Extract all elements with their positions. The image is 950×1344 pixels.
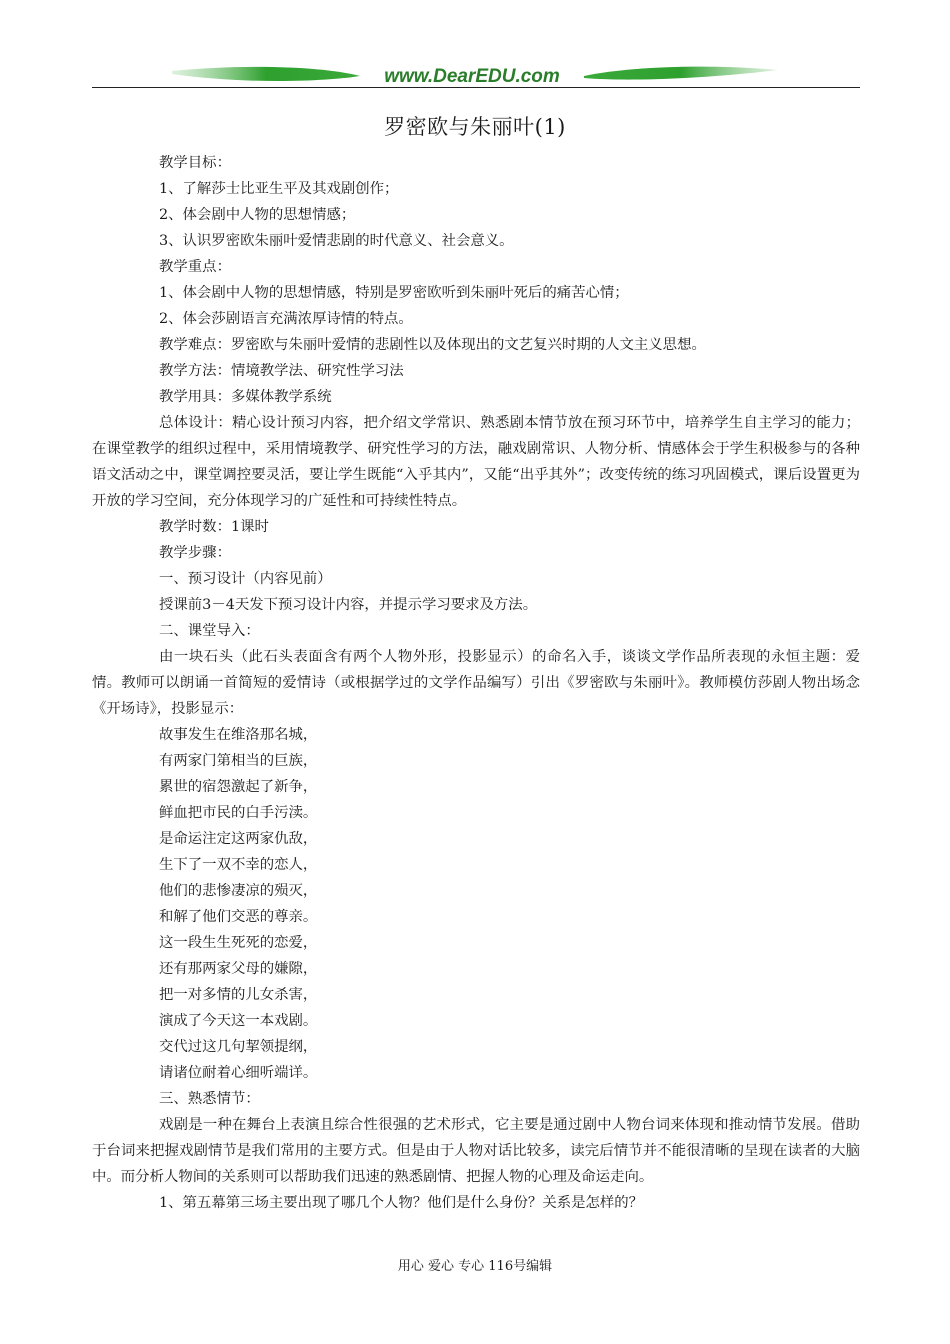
poem-line: 生下了一双不幸的恋人， [159, 857, 318, 873]
poem-line: 鲜血把市民的白手污渎。 [159, 805, 318, 821]
right-swoosh [584, 67, 778, 80]
poem-line: 故事发生在维洛那名城， [159, 727, 318, 743]
poem-line: 有两家门第相当的巨族， [159, 753, 318, 769]
paragraph: 教学用具：多媒体教学系统 [159, 389, 332, 405]
paragraph: 教学重点： [159, 259, 231, 275]
document-title: 罗密欧与朱丽叶(1) [384, 115, 566, 139]
paragraph: 教学难点：罗密欧与朱丽叶爱情的悲剧性以及体现出的文艺复兴时期的人文主义思想。 [159, 337, 706, 353]
paragraph: 总体设计：精心设计预习内容，把介绍文学常识、熟悉剧本情节放在预习环节中，培养学生自主学习的能力；在课堂教学的组织过程中，采用情境教学、研究性学习的方法，融戏剧常识、人物分析、情感体会于学生积极参与的各种语文活动之中，课堂调控要灵活，要让学生既能“入乎其内”，又能“出乎其外”；改变传统的练习巩固模式，课后设置更为开放的学习空间，充分体现学习的广延性和可持续性特点。 [92, 415, 860, 509]
paragraph: 2、体会莎剧语言充满浓厚诗情的特点。 [159, 311, 413, 327]
paragraph: 一、预习设计（内容见前） [159, 571, 332, 587]
paragraph: 教学目标： [159, 155, 231, 171]
header-divider [92, 87, 860, 88]
site-header-banner [92, 60, 860, 90]
poem-line: 交代过这几句挈领提纲， [159, 1039, 318, 1055]
page-footer: 用心 爱心 专心 116号编辑 [397, 1259, 553, 1274]
poem-line: 这一段生生死死的恋爱， [159, 935, 318, 951]
poem-line: 他们的悲惨凄凉的殒灭， [159, 883, 318, 899]
paragraph: 2、体会剧中人物的思想情感； [159, 207, 356, 223]
poem-line: 是命运注定这两家仇敌， [159, 831, 318, 847]
poem-block [92, 722, 860, 1086]
paragraph: 三、熟悉情节： [159, 1091, 260, 1107]
paragraph: 教学步骤： [159, 545, 231, 561]
left-swoosh [172, 67, 360, 81]
poem-line: 演成了今天这一本戏剧。 [159, 1013, 318, 1029]
paragraph: 教学时数：1课时 [159, 519, 269, 535]
paragraph: 由一块石头（此石头表面含有两个人物外形，投影显示）的命名入手，谈谈文学作品所表现的永恒主题：爱情。教师可以朗诵一首简短的爱情诗（或根据学过的文学作品编写）引出《罗密欧与朱丽叶》。教师模仿莎剧人物出场念《开场诗》，投影显示： [92, 649, 860, 717]
poem-line: 累世的宿怨激起了新争， [159, 779, 318, 795]
paragraph: 1、体会剧中人物的思想情感，特别是罗密欧听到朱丽叶死后的痛苦心情； [159, 285, 629, 301]
paragraph: 1、第五幕第三场主要出现了哪几个人物？他们是什么身份？关系是怎样的？ [159, 1195, 644, 1211]
poem-line: 请诸位耐着心细听端详。 [159, 1065, 318, 1081]
poem-line: 和解了他们交恶的尊亲。 [159, 909, 318, 925]
poem-line: 还有那两家父母的嫌隙， [159, 961, 318, 977]
paragraph: 教学方法：情境教学法、研究性学习法 [159, 363, 404, 379]
paragraph: 二、课堂导入： [159, 623, 260, 639]
paragraph: 1、了解莎士比亚生平及其戏剧创作； [159, 181, 399, 197]
paragraph: 3、认识罗密欧朱丽叶爱情悲剧的时代意义、社会意义。 [159, 233, 514, 249]
poem-line: 把一对多情的儿女杀害， [159, 987, 318, 1003]
document-body [92, 150, 860, 1216]
site-name-text: www.DearEDU.com [384, 66, 560, 87]
header-swoosh-graphic [92, 60, 860, 90]
paragraph: 戏剧是一种在舞台上表演且综合性很强的艺术形式，它主要是通过剧中人物台词来体现和推动情节发展。借助于台词来把握戏剧情节是我们常用的主要方式。但是由于人物对话比较多，读完后情节并不能很清晰的呈现在读者的大脑中。而分析人物间的关系则可以帮助我们迅速的熟悉剧情、把握人物的心理及命运走向。 [92, 1117, 860, 1185]
paragraph: 授课前3－4天发下预习设计内容，并提示学习要求及方法。 [159, 597, 538, 613]
